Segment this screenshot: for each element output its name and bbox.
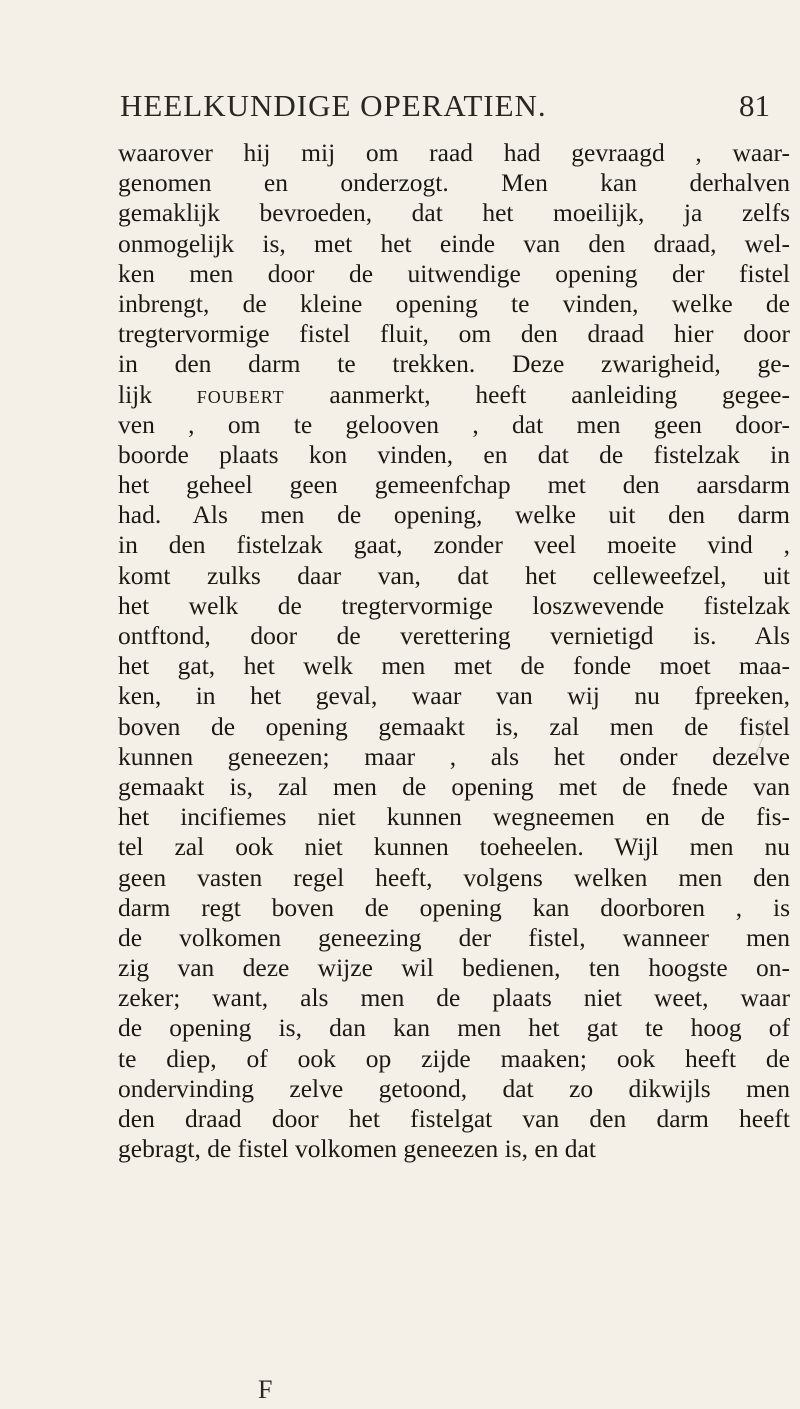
text-line: had. Als men de opening, welke uit den darm [118, 500, 790, 530]
text-line: gemaklijk bevroeden, dat het moeilijk, ja zelfs [118, 198, 790, 228]
text-line: het geheel geen gemeenfchap met den aarsdarm [118, 470, 790, 500]
signature-mark: F [258, 1375, 273, 1404]
running-head: HEELKUNDIGE OPERATIEN. [120, 88, 547, 123]
text-line: genomen en onderzogt. Men kan derhalven [118, 168, 790, 198]
text-line: gebragt, de fistel volkomen geneezen is, en dat [118, 1134, 596, 1164]
text-line: den draad door het fistelgat van den darm heeft [118, 1104, 790, 1133]
text-line: gemaakt is, zal men de opening met de fnede van [118, 771, 790, 801]
text-line: ontftond, door de verettering vernietigd is. Als [118, 621, 790, 650]
text-line: te diep, of ook op zijde maaken; ook heeft de [118, 1043, 790, 1073]
text-line: komt zulks daar van, dat het celleweefzel, uit [118, 560, 790, 590]
text-line: het gat, het welk men met de fonde moet maa- [118, 651, 790, 681]
text-line: zig van deze wijze wil bedienen, ten hoogste on- [118, 953, 790, 983]
text-line: het welk de tregtervormige loszwevende fistelzak [118, 590, 790, 620]
text-line: ken men door de uitwendige opening der fistel [118, 258, 790, 288]
text-line: ven , om te gelooven , dat men geen door- [118, 409, 790, 439]
text-line: tel zal ook niet kunnen toeheelen. Wijl men nu [118, 832, 790, 862]
text-line: tregtervormige fistel fluit, om den draad hier door [118, 319, 790, 349]
text-line: boven de opening gemaakt is, zal men de fistel [118, 711, 790, 741]
text-line: het incifiemes niet kunnen wegneemen en de fis- [118, 802, 790, 832]
page-number: 81 [739, 88, 770, 123]
text-line: lijk foubert aanmerkt, heeft aanleiding gegee- [118, 379, 790, 409]
body-text [118, 138, 790, 1164]
text-line: zeker; want, als men de plaats niet weet, waar [118, 983, 790, 1013]
text-line: ken, in het geval, waar van wij nu fpreeken, [118, 681, 790, 711]
text-line: geen vasten regel heeft, volgens welken men den [118, 862, 790, 892]
text-line: waarover hij mij om raad had gevraagd , waar- [118, 138, 790, 167]
text-line: de opening is, dan kan men het gat te hoog of [118, 1013, 790, 1043]
text-line: in den darm te trekken. Deze zwarigheid, ge- [118, 349, 790, 379]
author-name: foubert [196, 379, 285, 409]
text-line: in den fistelzak gaat, zonder veel moeite vind , [118, 530, 790, 560]
text-line: ondervinding zelve getoond, dat zo dikwijls men [118, 1073, 790, 1103]
text-line: inbrengt, de kleine opening te vinden, welke de [118, 288, 790, 318]
text-line: de volkomen geneezing der fistel, wanneer men [118, 922, 790, 952]
text-line: darm regt boven de opening kan doorboren , is [118, 892, 790, 922]
text-line: onmogelijk is, met het einde van den draad, wel- [118, 228, 790, 258]
text-line: boorde plaats kon vinden, en dat de fistelzak in [118, 439, 790, 469]
text-line: kunnen geneezen; maar , als het onder dezelve [118, 741, 790, 771]
